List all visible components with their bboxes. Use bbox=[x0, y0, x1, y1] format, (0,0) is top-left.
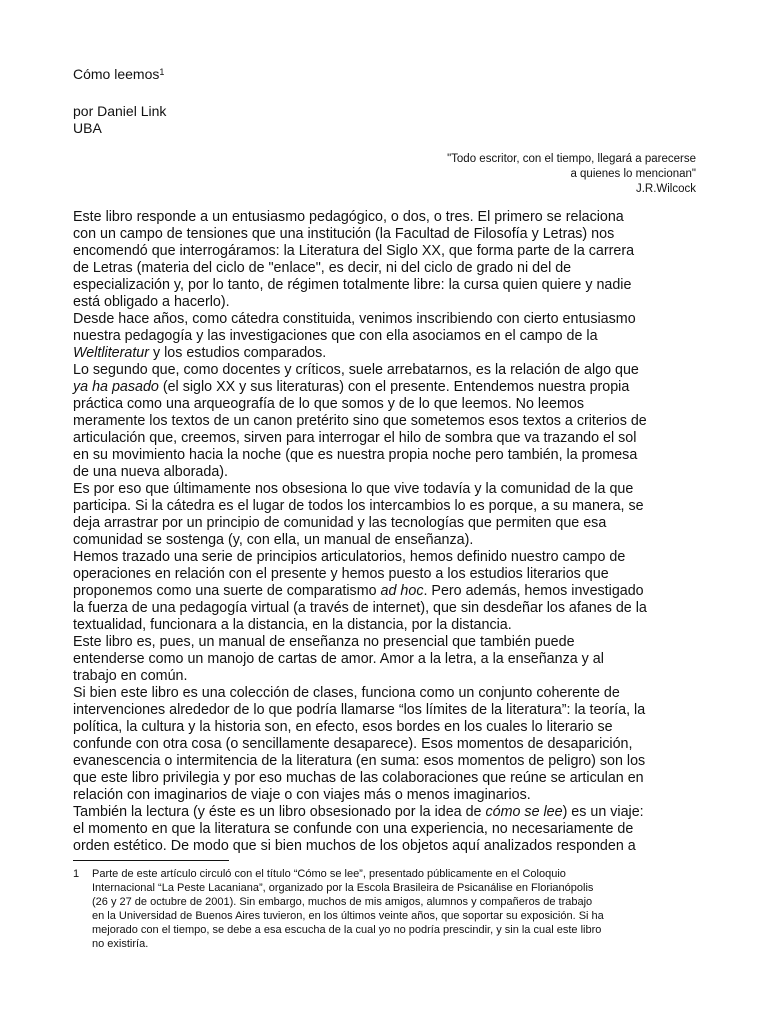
italic-run: ad hoc bbox=[380, 583, 424, 599]
title-text: Cómo leemos bbox=[73, 66, 160, 82]
body-text bbox=[73, 209, 699, 855]
body-paragraph bbox=[73, 685, 699, 804]
document-title bbox=[73, 66, 164, 83]
text-run: . Pero además, hemos investigado la fuerza de una pedagogía virtual (a través de internet), que sin desdeñar los afanes de la textualidad, funcionara a la distancia, en la distancia, por la distancia. bbox=[73, 583, 647, 633]
italic-run: Weltliteratur bbox=[73, 345, 150, 361]
footnote-mark: 1 bbox=[73, 868, 80, 880]
text-run: ) es un viaje: el momento en que la literatura se confunde con una experiencia, no necesariamente de orden estético. De modo que si bien muchos de los objetos aquí analizados responden a bbox=[73, 804, 644, 854]
epigraph-attribution: J.R.Wilcock bbox=[635, 183, 696, 195]
text-run: Desde hace años, como cátedra constituida, venimos inscribiendo con cierto entusiasmo nuestra pedagogía y las investigaciones que con ella asociamos en el campo de la bbox=[73, 311, 636, 344]
epigraph bbox=[447, 152, 696, 197]
text-run: También la lectura (y éste es un libro obsesionado por la idea de bbox=[73, 804, 486, 820]
italic-run: cómo se lee bbox=[485, 804, 563, 820]
italic-run: ya ha pasado bbox=[73, 379, 159, 395]
text-run: Si bien este libro es una colección de clases, funciona como un conjunto coherente de intervenciones alrededor de lo que podría llamarse “los límites de la literatura”: la teoría, la política, la cultura y la historia son, en efecto, esos bordes en los cuales lo literario se confunde con otra cosa (o sencillamente desaparece). Esos momentos de desaparición, evanescencia o intermitencia de la literatura (en suma: esos momentos de peligro) son los que este libro privilegia y por eso muchas de las colaboraciones que reúne se articulan en relación con imaginarios de viaje o con viajes más o menos imaginarios. bbox=[73, 685, 646, 803]
body-paragraph bbox=[73, 481, 699, 549]
text-run: Lo segundo que, como docentes y críticos, suele arrebatarnos, es la relación de algo que bbox=[73, 362, 639, 378]
epigraph-line: a quienes lo mencionan" bbox=[570, 168, 696, 180]
body-paragraph bbox=[73, 634, 699, 685]
text-run: (el siglo XX y sus literaturas) con el presente. Entendemos nuestra propia práctica como una arqueografía de lo que somos y de lo que leemos. No leemos meramente los textos de un canon pretérito sino que sometemos esos textos a criterios de articulación que, creemos, sirven para interrogar el hilo de sombra que va trazando el sol en su movimiento hacia la noche (que es nuestra propia noche pero también, la promesa de una nueva alborada). bbox=[73, 379, 647, 480]
body-paragraph bbox=[73, 804, 699, 855]
text-run: y los estudios comparados. bbox=[149, 345, 327, 361]
body-paragraph bbox=[73, 549, 699, 634]
affiliation: UBA bbox=[73, 120, 102, 136]
title-footnote-ref: 1 bbox=[159, 67, 165, 77]
footnote-separator bbox=[73, 860, 229, 861]
author-line: por Daniel Link bbox=[73, 103, 167, 119]
body-paragraph bbox=[73, 362, 699, 481]
body-paragraph bbox=[73, 311, 699, 362]
author-block bbox=[73, 103, 166, 137]
text-run: Es por eso que últimamente nos obsesiona lo que vive todavía y la comunidad de la que participa. Si la cátedra es el lugar de todos los intercambios lo es porque, a su manera, se deja arrastrar por un principio de comunidad y las tecnologías que permiten que esa comunidad se sostenga (y, con ella, un manual de enseñanza). bbox=[73, 481, 644, 548]
text-run: Este libro es, pues, un manual de enseñanza no presencial que también puede entenderse como un manojo de cartas de amor. Amor a la letra, a la enseñanza y al trabajo en común. bbox=[73, 634, 604, 684]
footnote-text: Parte de este artículo circuló con el título “Cómo se lee”, presentado públicamente en el Coloquio Internacional “La Peste Lacaniana”, organizado por la Escola Brasileira de Psicanálise en Florianópolis (26 y 27 de octubre de 2001). Sin embargo, muchos de mis amigos, alumnos y compañeros de trabajo en la Universidad de Buenos Aires tuvieron, en los últimos veinte años, que soportar su exposición. Si ha mejorado con el tiempo, se debe a esa escucha de la cual yo no podría prescindir, y sin la cual este libro no existiría. bbox=[92, 868, 604, 950]
text-run: Hemos trazado una serie de principios articulatorios, hemos definido nuestro campo de operaciones en relación con el presente y hemos puesto a los estudios literarios que proponemos como una suerte de comparatismo bbox=[73, 549, 626, 599]
epigraph-line: "Todo escritor, con el tiempo, llegará a parecerse bbox=[447, 153, 696, 165]
text-run: Este libro responde a un entusiasmo pedagógico, o dos, o tres. El primero se relaciona con un campo de tensiones que una institución (la Facultad de Filosofía y Letras) nos encomendó que interrogáramos: la Literatura del Siglo XX, que forma parte de la carrera de Letras (materia del ciclo de "enlace", es decir, ni del ciclo de grado ni del de especialización y, por lo tanto, de régimen totalmente libre: la cursa quien quiere y nadie está obligado a hacerlo). bbox=[73, 209, 635, 310]
body-paragraph bbox=[73, 209, 699, 311]
